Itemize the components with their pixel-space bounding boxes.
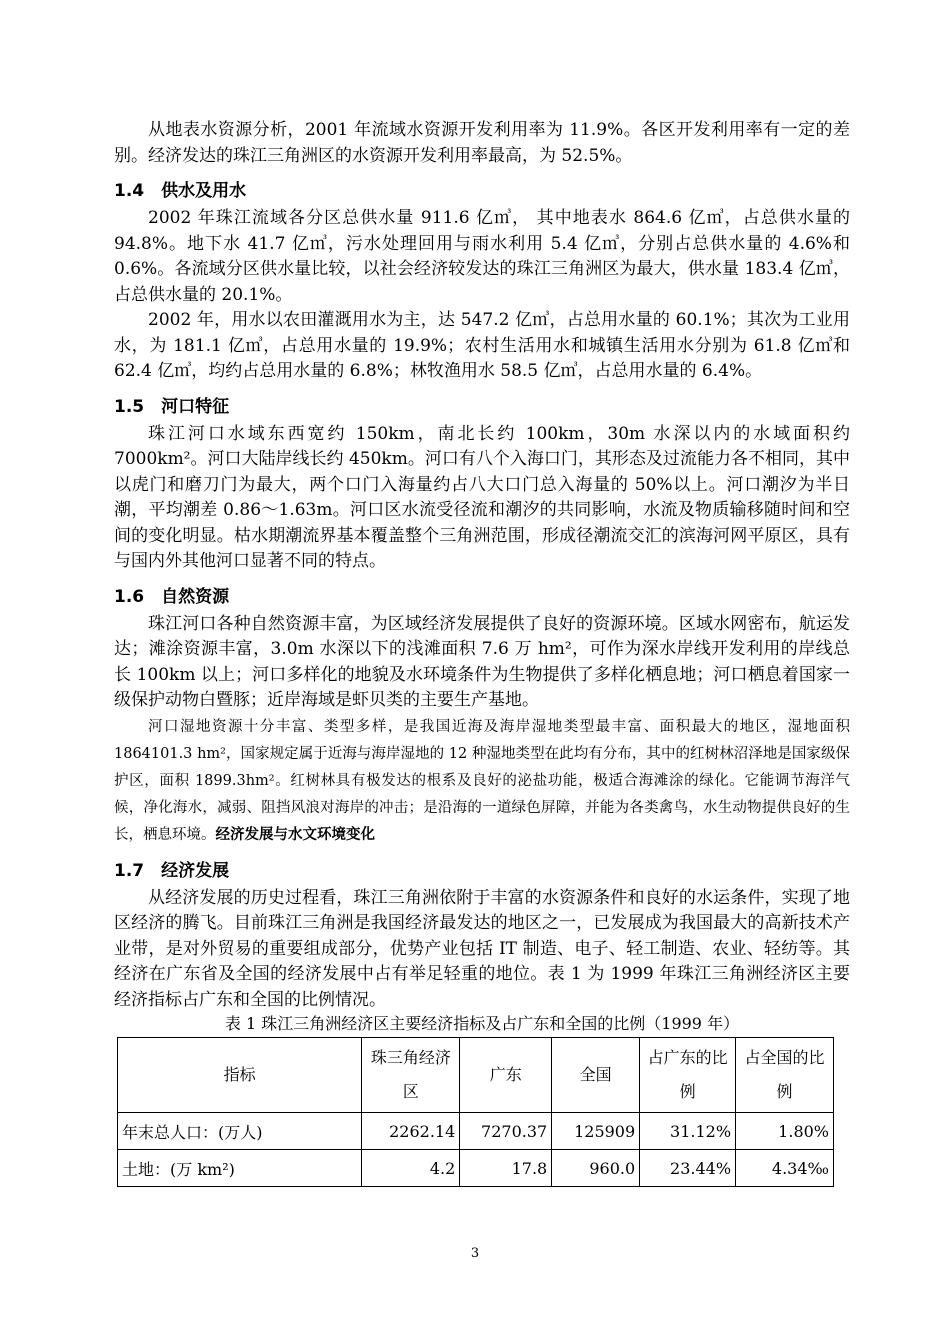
section-1-5-para-1: 珠江河口水域东西宽约 150km，南北长约 100km，30m 水深以内的水域面积约 7000km²。河口大陆岸线长约 450km。河口有八个入海口门，其形态及过流能力各不相同，其中以虎门和磨刀门为最大，两个口门入海量约占八大口门总入海量的 50%以上。河口潮汐为半日潮，平均潮差 0.86～1.63m。河口区水流受径流和潮汐的共同影响，水流及物质输移随时间和空间的变化明显。枯水期潮流界基本覆盖整个三角洲范围，形成径潮流交汇的滨海河网平原区，具有与国内外其他河口显著不同的特点。 — [114, 423, 850, 571]
section-1-7-para-1: 从经济发展的历史过程看，珠江三角洲依附于丰富的水资源条件和良好的水运条件，实现了地区经济的腾飞。目前珠江三角洲是我国经济最发达的地区之一，已发展成为我国最大的高新技术产业带，是对外贸易的重要组成部分，优势产业包括 IT 制造、电子、轻工制造、农业、轻纺等。其经济在广东省及全国的经济发展中占有举足轻重的地位。表 1 为 1999 年珠江三角洲经济区主要经济指标占广东和全国的比例情况。 — [114, 887, 850, 1010]
cell-guangdong: 7270.37 — [460, 1113, 552, 1150]
cell-guangdong: 17.8 — [460, 1150, 552, 1187]
section-1-4-para-2: 2002 年，用水以农田灌溉用水为主，达 547.2 亿㎥，占总用水量的 60.1%；其次为工业用水，为 181.1 亿㎥，占总用水量的 19.9%；农村生活用水和城镇生活用水分别为 61.8 亿㎥和 62.4 亿㎥，均约占总用水量的 6.8%；林牧渔用水 58.5 亿㎥，占总用水量的 6.4%。 — [114, 310, 850, 381]
table-header-row — [118, 1038, 834, 1113]
table-row — [118, 1113, 834, 1150]
header-share-guangdong: 占广东的比例 — [640, 1038, 736, 1113]
header-guangdong: 广东 — [460, 1038, 552, 1113]
cell-prd: 4.2 — [362, 1150, 460, 1187]
header-prd: 珠三角经济区 — [362, 1038, 460, 1113]
intro-paragraph: 从地表水资源分析，2001 年流域水资源开发利用率为 11.9%。各区开发利用率有一定的差别。经济发达的珠江三角洲区的水资源开发利用率最高，为 52.5%。 — [114, 120, 850, 166]
section-1-5-heading: 1.5 河口特征 — [114, 396, 230, 417]
cell-share-guangdong: 23.44% — [640, 1150, 736, 1187]
section-1-7-heading: 1.7 经济发展 — [114, 860, 230, 881]
section-1-4-para-1: 2002 年珠江流域各分区总供水量 911.6 亿㎥， 其中地表水 864.6 亿㎥，占总供水量的 94.8%。地下水 41.7 亿㎥，污水处理回用与雨水利用 5.4 亿㎥，分别占总供水量的 4.6%和 0.6%。各流域分区供水量比较，以社会经济较发达的珠江三角洲区为最大，供水量 183.4 亿㎥，占总供水量的 20.1%。 — [114, 208, 850, 305]
row-label: 土地：(万 km²) — [118, 1150, 362, 1187]
table-row — [118, 1150, 834, 1187]
economic-indicators-table — [117, 1037, 834, 1187]
cell-national: 125909 — [552, 1113, 640, 1150]
section-1-6-para-1: 珠江河口各种自然资源丰富，为区域经济发展提供了良好的资源环境。区域水网密布，航运发达；滩涂资源丰富，3.0m 水深以下的浅滩面积 7.6 万 hm²，可作为深水岸线开发利用的岸线总长 100km 以上；河口多样化的地貌及水环境条件为生物提供了多样化栖息地；河口栖息着国家一级保护动物白暨豚；近岸海域是虾贝类的主要生产基地。 — [114, 613, 850, 710]
inline-bold-title: 经济发展与水文环境变化 — [215, 826, 375, 843]
section-1-4-heading: 1.4 供水及用水 — [114, 181, 247, 201]
page-number: 3 — [470, 1246, 480, 1261]
cell-prd: 2262.14 — [362, 1113, 460, 1150]
header-share-national: 占全国的比例 — [736, 1038, 834, 1113]
header-national: 全国 — [552, 1038, 640, 1113]
cell-share-guangdong: 31.12% — [640, 1113, 736, 1150]
cell-share-national: 1.80% — [736, 1113, 834, 1150]
header-indicator: 指标 — [118, 1038, 362, 1113]
cell-national: 960.0 — [552, 1150, 640, 1187]
cell-share-national: 4.34‰ — [736, 1150, 834, 1187]
section-1-6-para-2 — [114, 714, 850, 849]
section-1-6-heading: 1.6 自然资源 — [114, 586, 230, 607]
row-label: 年末总人口：(万人) — [118, 1113, 362, 1150]
wetland-text: 河口湿地资源十分丰富、类型多样，是我国近海及海岸湿地类型最丰富、面积最大的地区，湿地面积 1864101.3 hm²，国家规定属于近海与海岸湿地的 12 种湿地类型在此均有分布，其中的红树林沼泽地是国家级保护区，面积 1899.3hm²。红树林具有极发达的根系及良好的泌盐功能，极适合海滩涂的绿化。它能调节海洋气候，净化海水，减弱、阻挡风浪对海岸的冲击；是沿海的一道绿色屏障，并能为各类禽鸟，水生动物提供良好的生长，栖息环境。 — [114, 718, 850, 843]
document-page — [114, 118, 850, 1187]
table-caption: 表 1 珠江三角洲经济区主要经济指标及占广东和全国的比例（1999 年） — [224, 1014, 740, 1033]
